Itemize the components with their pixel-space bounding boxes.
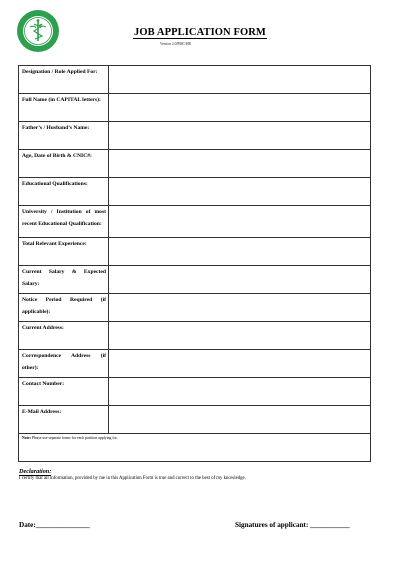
form-title xyxy=(0,27,400,38)
field-row-notice-period xyxy=(19,294,371,322)
field-label: Educational Qualifications: xyxy=(22,181,88,187)
field-input-notice-period[interactable] xyxy=(109,294,371,322)
field-row-university xyxy=(19,206,371,238)
field-label: Notice Period Required (if applicable): xyxy=(22,297,106,315)
field-input-salary[interactable] xyxy=(109,266,371,294)
declaration-text: I certify that all information, provided by me in this Application Form is true and correct to the best of my knowledge. xyxy=(19,476,246,481)
field-label: E-Mail Address: xyxy=(22,409,62,415)
note-row xyxy=(19,434,371,462)
declaration-heading: Declaration: xyxy=(19,468,52,475)
field-input-father-husband-name[interactable] xyxy=(109,122,371,150)
field-input-current-address[interactable] xyxy=(109,322,371,350)
field-row-educational-qualifications xyxy=(19,178,371,206)
field-row-contact-number xyxy=(19,378,371,406)
field-input-email[interactable] xyxy=(109,406,371,434)
field-label: Designation / Role Applied For: xyxy=(22,69,98,75)
field-row-designation xyxy=(19,66,371,94)
field-label: Current Address: xyxy=(22,325,64,331)
application-fields-table xyxy=(18,65,371,462)
field-row-total-experience xyxy=(19,238,371,266)
field-input-correspondence-address[interactable] xyxy=(109,350,371,378)
field-label: Total Relevant Experience: xyxy=(22,241,87,247)
field-input-educational-qualifications[interactable] xyxy=(109,178,371,206)
note-label: Note: xyxy=(22,436,31,440)
field-label: University / Institution of most recent Educational Qualification: xyxy=(22,209,106,227)
field-input-university[interactable] xyxy=(109,206,371,238)
field-label: Father’s / Husband’s Name: xyxy=(22,125,90,131)
field-input-contact-number[interactable] xyxy=(109,378,371,406)
form-title-text: JOB APPLICATION FORM xyxy=(134,27,266,38)
field-row-email xyxy=(19,406,371,434)
note-text xyxy=(19,434,370,442)
field-input-age-dob-cnic[interactable] xyxy=(109,150,371,178)
field-row-salary xyxy=(19,266,371,294)
field-label: Contact Number: xyxy=(22,381,65,387)
field-label: Current Salary & Expected Salary: xyxy=(22,269,106,287)
field-row-age-dob-cnic xyxy=(19,150,371,178)
signature-field[interactable]: Signatures of applicant: ___________ xyxy=(235,521,350,529)
field-label: Full Name (in CAPITAL letters): xyxy=(22,97,101,103)
field-input-designation[interactable] xyxy=(109,66,371,94)
field-input-full-name[interactable] xyxy=(109,94,371,122)
field-row-full-name xyxy=(19,94,371,122)
form-version: Version 2.0/PMC/HR xyxy=(160,42,191,46)
field-row-father-husband-name xyxy=(19,122,371,150)
field-input-total-experience[interactable] xyxy=(109,238,371,266)
date-field[interactable]: Date:_______________ xyxy=(19,521,90,529)
field-label: Age, Date of Birth & CNIC#: xyxy=(22,153,92,159)
field-row-correspondence-address xyxy=(19,350,371,378)
field-row-current-address xyxy=(19,322,371,350)
field-label: Correspondence Address (if other): xyxy=(22,353,106,371)
note-body: Please use separate forms for each position applying for. xyxy=(31,436,118,440)
